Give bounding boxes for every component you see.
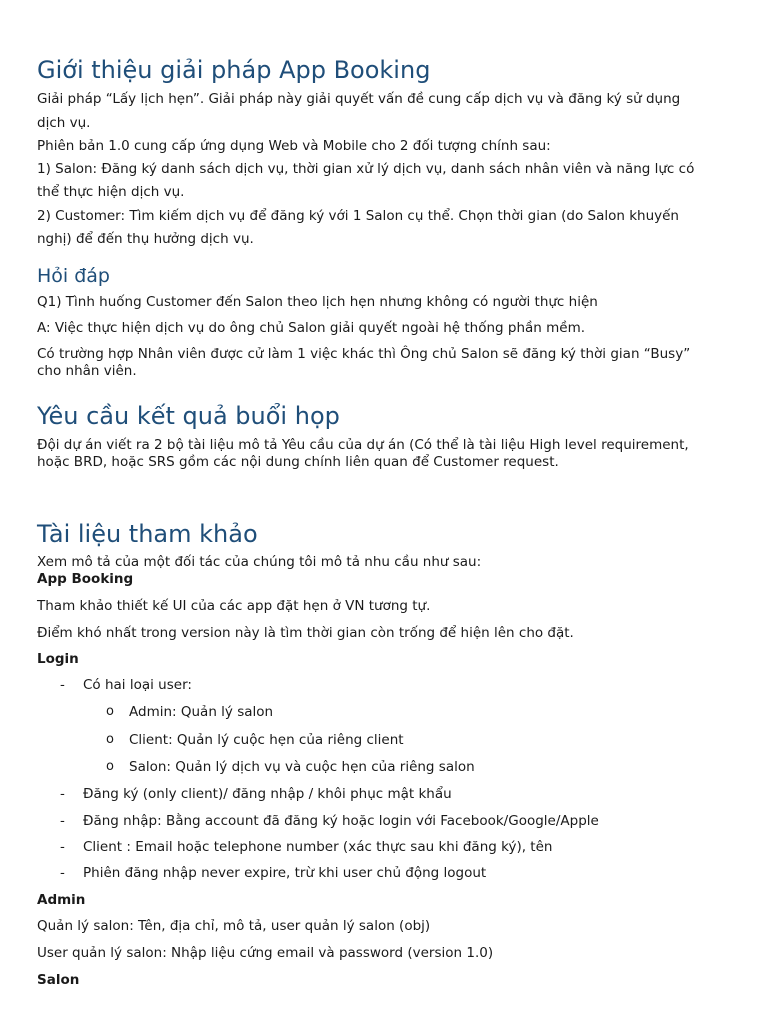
list-circle: o — [106, 759, 114, 774]
meeting-line2: hoặc BRD, hoặc SRS gồm các nội dung chính liên quan để Customer request. — [37, 454, 559, 470]
meeting-title: Yêu cầu kết quả buổi họp — [37, 402, 340, 430]
app-booking-heading: App Booking — [37, 571, 134, 587]
list-dash: - — [60, 813, 65, 829]
list-circle: o — [106, 732, 114, 747]
intro-para1-line1: Giải pháp “Lấy lịch hẹn”. Giải pháp này giải quyết vấn đề cung cấp dịch vụ và đăng ký sử dụng — [37, 91, 681, 107]
intro-item1-line2: thể thực hiện dịch vụ. — [37, 184, 185, 200]
login-subitem-salon: Salon: Quản lý dịch vụ và cuộc hẹn của riêng salon — [129, 759, 475, 775]
salon-heading: Salon — [37, 972, 80, 988]
faq-note-line2: cho nhân viên. — [37, 363, 137, 379]
faq-note-line1: Có trường hợp Nhân viên được cử làm 1 việc khác thì Ông chủ Salon sẽ đăng ký thời gian “Busy” — [37, 346, 691, 362]
login-subitem-client: Client: Quản lý cuộc hẹn của riêng client — [129, 732, 404, 748]
list-dash: - — [60, 677, 65, 693]
faq-a1: A: Việc thực hiện dịch vụ do ông chủ Salon giải quyết ngoài hệ thống phần mềm. — [37, 320, 586, 336]
intro-para1-line2: dịch vụ. — [37, 115, 91, 131]
faq-title: Hỏi đáp — [37, 265, 110, 287]
intro-item1-line1: 1) Salon: Đăng ký danh sách dịch vụ, thời gian xử lý dịch vụ, danh sách nhân viên và năng lực có — [37, 161, 695, 177]
hardest-point-text: Điểm khó nhất trong version này là tìm thời gian còn trống để hiện lên cho đặt. — [37, 625, 574, 641]
reference-intro: Xem mô tả của một đối tác của chúng tôi mô tả nhu cầu như sau: — [37, 554, 482, 570]
login-item-client-info: Client : Email hoặc telephone number (xác thực sau khi đăng ký), tên — [83, 839, 553, 855]
login-item-register: Đăng ký (only client)/ đăng nhập / khôi phục mật khẩu — [83, 786, 452, 802]
salon-user-text: User quản lý salon: Nhập liệu cứng email và password (version 1.0) — [37, 945, 494, 961]
list-dash: - — [60, 839, 65, 855]
ui-reference-text: Tham khảo thiết kế UI của các app đặt hẹn ở VN tương tự. — [37, 598, 431, 614]
intro-para2: Phiên bản 1.0 cung cấp ứng dụng Web và Mobile cho 2 đối tượng chính sau: — [37, 138, 551, 154]
login-item-session: Phiên đăng nhập never expire, trừ khi user chủ động logout — [83, 865, 487, 881]
login-subitem-admin: Admin: Quản lý salon — [129, 704, 274, 720]
reference-title: Tài liệu tham khảo — [37, 520, 258, 548]
list-dash: - — [60, 865, 65, 881]
login-heading: Login — [37, 651, 79, 667]
login-item-user-types: Có hai loại user: — [83, 677, 192, 693]
faq-q1: Q1) Tình huống Customer đến Salon theo lịch hẹn nhưng không có người thực hiện — [37, 294, 598, 310]
meeting-line1: Đội dự án viết ra 2 bộ tài liệu mô tả Yêu cầu của dự án (Có thể là tài liệu High level requirement, — [37, 437, 689, 453]
intro-item2-line2: nghị) để đến thụ hưởng dịch vụ. — [37, 231, 254, 247]
salon-management-text: Quản lý salon: Tên, địa chỉ, mô tả, user quản lý salon (obj) — [37, 918, 431, 934]
admin-heading: Admin — [37, 892, 86, 908]
intro-item2-line1: 2) Customer: Tìm kiếm dịch vụ để đăng ký với 1 Salon cụ thể. Chọn thời gian (do Salon khuyến — [37, 208, 679, 224]
login-item-login: Đăng nhập: Bằng account đã đăng ký hoặc login với Facebook/Google/Apple — [83, 813, 599, 829]
list-dash: - — [60, 786, 65, 802]
intro-title: Giới thiệu giải pháp App Booking — [37, 56, 431, 84]
list-circle: o — [106, 704, 114, 719]
